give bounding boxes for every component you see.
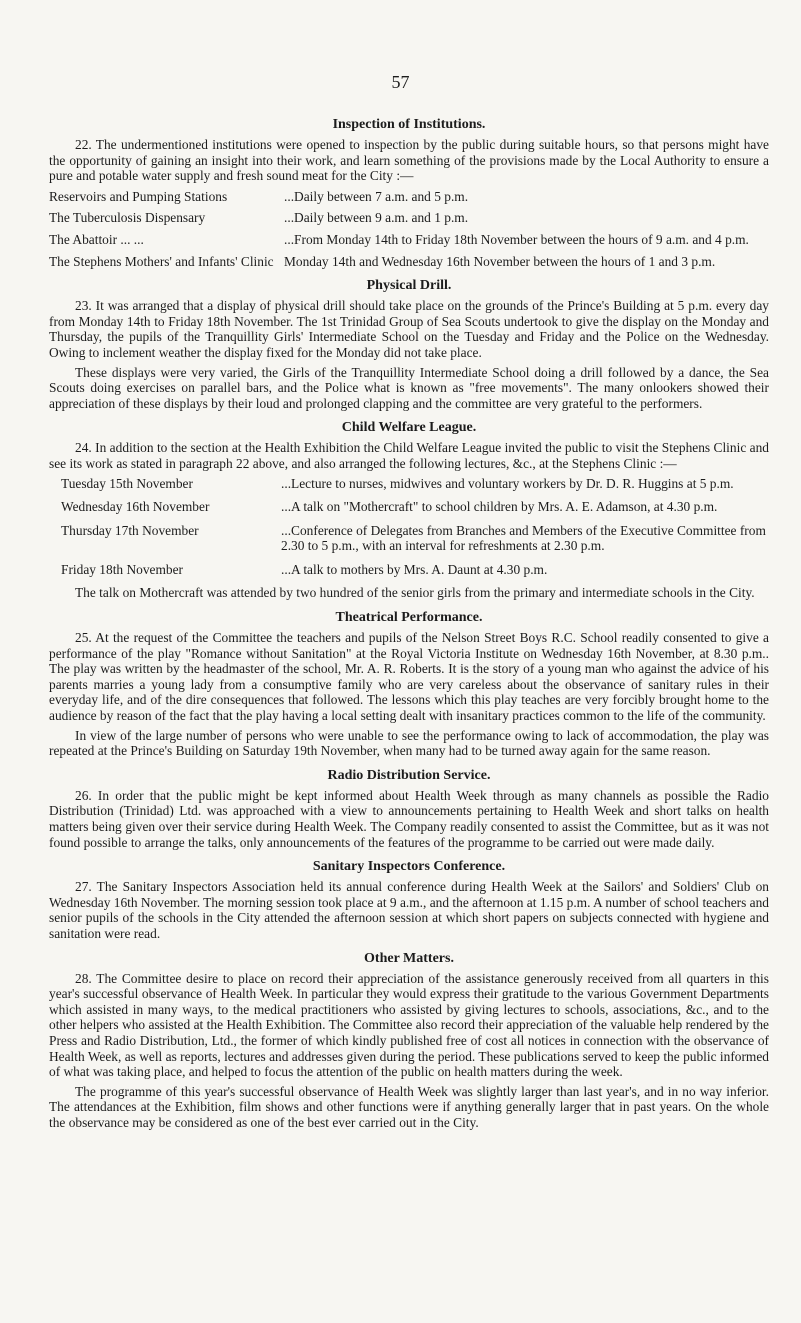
lecture-day: Tuesday 15th November — [61, 475, 193, 491]
heading-physical-drill: Physical Drill. — [366, 278, 452, 294]
heading-other-matters: Other Matters. — [364, 950, 454, 966]
schedule-label: The Stephens Mothers' and Infants' Clinic — [49, 253, 274, 269]
schedule-value: Monday 14th and Wednesday 16th November between the hours of 1 and 3 p.m. — [284, 253, 716, 269]
schedule-value: ...Daily between 7 a.m. and 5 p.m. — [284, 188, 469, 204]
lecture-day: Thursday 17th November — [61, 522, 199, 538]
paragraph-25-continued: In view of the large number of persons who were unable to see the performance owing to lack of accommodation, the play was repeated at the Prince's Building on Saturday 19th November, when many had to be turned away again for the same reason. — [49, 727, 769, 759]
heading-child-welfare: Child Welfare League. — [341, 420, 477, 436]
paragraph-24: 24. In addition to the section at the Health Exhibition the Child Welfare League invited the public to visit the Stephens Clinic and see its work as stated in paragraph 22 above, and also arranged the following lectures, &c., at the Stephens Clinic :— — [49, 440, 769, 471]
paragraph-24-continued: The talk on Mothercraft was attended by two hundred of the senior girls from the primary and intermediate schools in the City. — [75, 585, 755, 601]
paragraph-22: 22. The undermentioned institutions were opened to inspection by the public during suitable hours, so that persons might have the opportunity of gaining an insight into their work, and learn something of the provisions made by the Local Authority to ensure a pure and potable water supply and fresh sound meat for the City :— — [49, 137, 769, 184]
paragraph-27: 27. The Sanitary Inspectors Association held its annual conference during Health Week at the Sailors' and Soldiers' Club on Wednesday 16th November. The morning session took place at 9 a.m., and the afternoon at 1.15 p.m. A number of school teachers and senior pupils of the schools in the City attended the afternoon session at which short papers on subjects connected with hygiene and sanitation were read. — [49, 879, 769, 941]
paragraph-28: 28. The Committee desire to place on record their appreciation of the assistance generously received from all quarters in this year's successful observance of Health Week. In particular they would express their gratitude to the various Government Departments which assisted in many ways, to the medical practitioners who assisted by giving lectures to schools, associations, &c., and to the other helpers who assisted at the Health Exhibition. The Committee also record their appreciation of the valuable help rendered by the Press and Radio Distribution, Ltd., the former of which kindly published free of cost all notices in connection with the observance of Health Week, as well as reports, lectures and addresses given during the period. These publications served to keep the public informed of what was taking place, and helped to focus the attention of the public on health matters during the week. — [49, 970, 769, 1080]
lecture-row — [49, 523, 769, 554]
lecture-row — [49, 562, 769, 578]
heading-radio: Radio Distribution Service. — [327, 767, 491, 783]
lecture-day: Friday 18th November — [61, 561, 183, 577]
schedule-row — [49, 232, 769, 248]
schedule-value: ...From Monday 14th to Friday 18th November between the hours of 9 a.m. and 4 p.m. — [284, 231, 749, 247]
paragraph-26: 26. In order that the public might be kept informed about Health Week through as many channels as possible the Radio Distribution (Trinidad) Ltd. was approached with a view to announcements pertaining to Health Week and short talks on health matters being given over their service during Health Week. The Company readily consented to assist the Committee, but as it was not found possible to arrange the talks, only announcements of the features of the programme to be carried out were made daily. — [49, 787, 769, 850]
heading-theatrical: Theatrical Performance. — [335, 610, 483, 626]
lecture-day: Wednesday 16th November — [61, 499, 210, 515]
paragraph-28-continued: The programme of this year's successful observance of Health Week was slightly larger than last year's, and in no way inferior. The attendances at the Exhibition, film shows and other functions were if anything generally larger that in past years. On the whole the observance may be considered as one of the best ever carried out in the City. — [49, 1083, 769, 1130]
schedule-row — [49, 189, 769, 205]
schedule-label: Reservoirs and Pumping Stations — [49, 188, 228, 204]
schedule-row — [49, 210, 769, 226]
lecture-detail: ...Conference of Delegates from Branches and Members of the Executive Committee from 2.30 to 5 p.m., with an interval for refreshments at 2.30 p.m. — [281, 522, 766, 554]
paragraph-23: 23. It was arranged that a display of physical drill should take place on the grounds of the Prince's Building at 5 p.m. every day from Monday 14th to Friday 18th November. The 1st Trinidad Group of Sea Scouts undertook to give the display on the Monday and Thursday, the pupils of the Tranquillity Girls' Intermediate School on the Tuesday and Friday and the Police on the Wednesday. Owing to inclement weather the display fixed for the Monday did not take place. — [49, 298, 769, 360]
lecture-list — [49, 476, 769, 578]
lecture-detail: ...Lecture to nurses, midwives and voluntary workers by Dr. D. R. Huggins at 5 p.m. — [281, 475, 734, 491]
lecture-row — [49, 476, 769, 492]
heading-sanitary: Sanitary Inspectors Conference. — [312, 859, 506, 875]
paragraph-23-continued: These displays were very varied, the Girls of the Tranquillity Intermediate School doing a drill followed by a dance, the Sea Scouts doing exercises on parallel bars, and the Police what is known as "free movements". The many onlookers showed their appreciation of these displays by their loud and prolonged clapping and the committee are very grateful to the performers. — [49, 364, 769, 411]
lecture-detail: ...A talk to mothers by Mrs. A. Daunt at 4.30 p.m. — [281, 561, 548, 577]
schedule-value: ...Daily between 9 a.m. and 1 p.m. — [284, 210, 469, 226]
schedule-label: The Abattoir ... ... — [49, 231, 144, 247]
lecture-row — [49, 499, 769, 515]
paragraph-25: 25. At the request of the Committee the teachers and pupils of the Nelson Street Boys R.C. School readily consented to give a performance of the play "Romance without Sanitation" at the Royal Victoria Institute on Wednesday 16th November, at 8.30 p.m.. The play was written by the headmaster of the school, Mr. A. R. Roberts. It is the story of a young man who against the advice of his parents marries a young lady from a consumptive family who are very careless about the observance of sanitary rules in their everyday life, and of the dire consequences that followed. The lessons which this play teaches are very forcibly brought home to the audience by reason of the fact that the play having a local setting dealt with insanitary practices common to the life of the community. — [49, 630, 769, 724]
schedule-label: The Tuberculosis Dispensary — [49, 210, 206, 226]
heading-inspection: Inspection of Institutions. — [332, 117, 486, 132]
lecture-detail: ...A talk on "Mothercraft" to school children by Mrs. A. E. Adamson, at 4.30 p.m. — [281, 499, 718, 515]
page-number: 57 — [391, 72, 410, 92]
schedule-row — [49, 254, 769, 270]
page-content — [49, 108, 769, 1135]
